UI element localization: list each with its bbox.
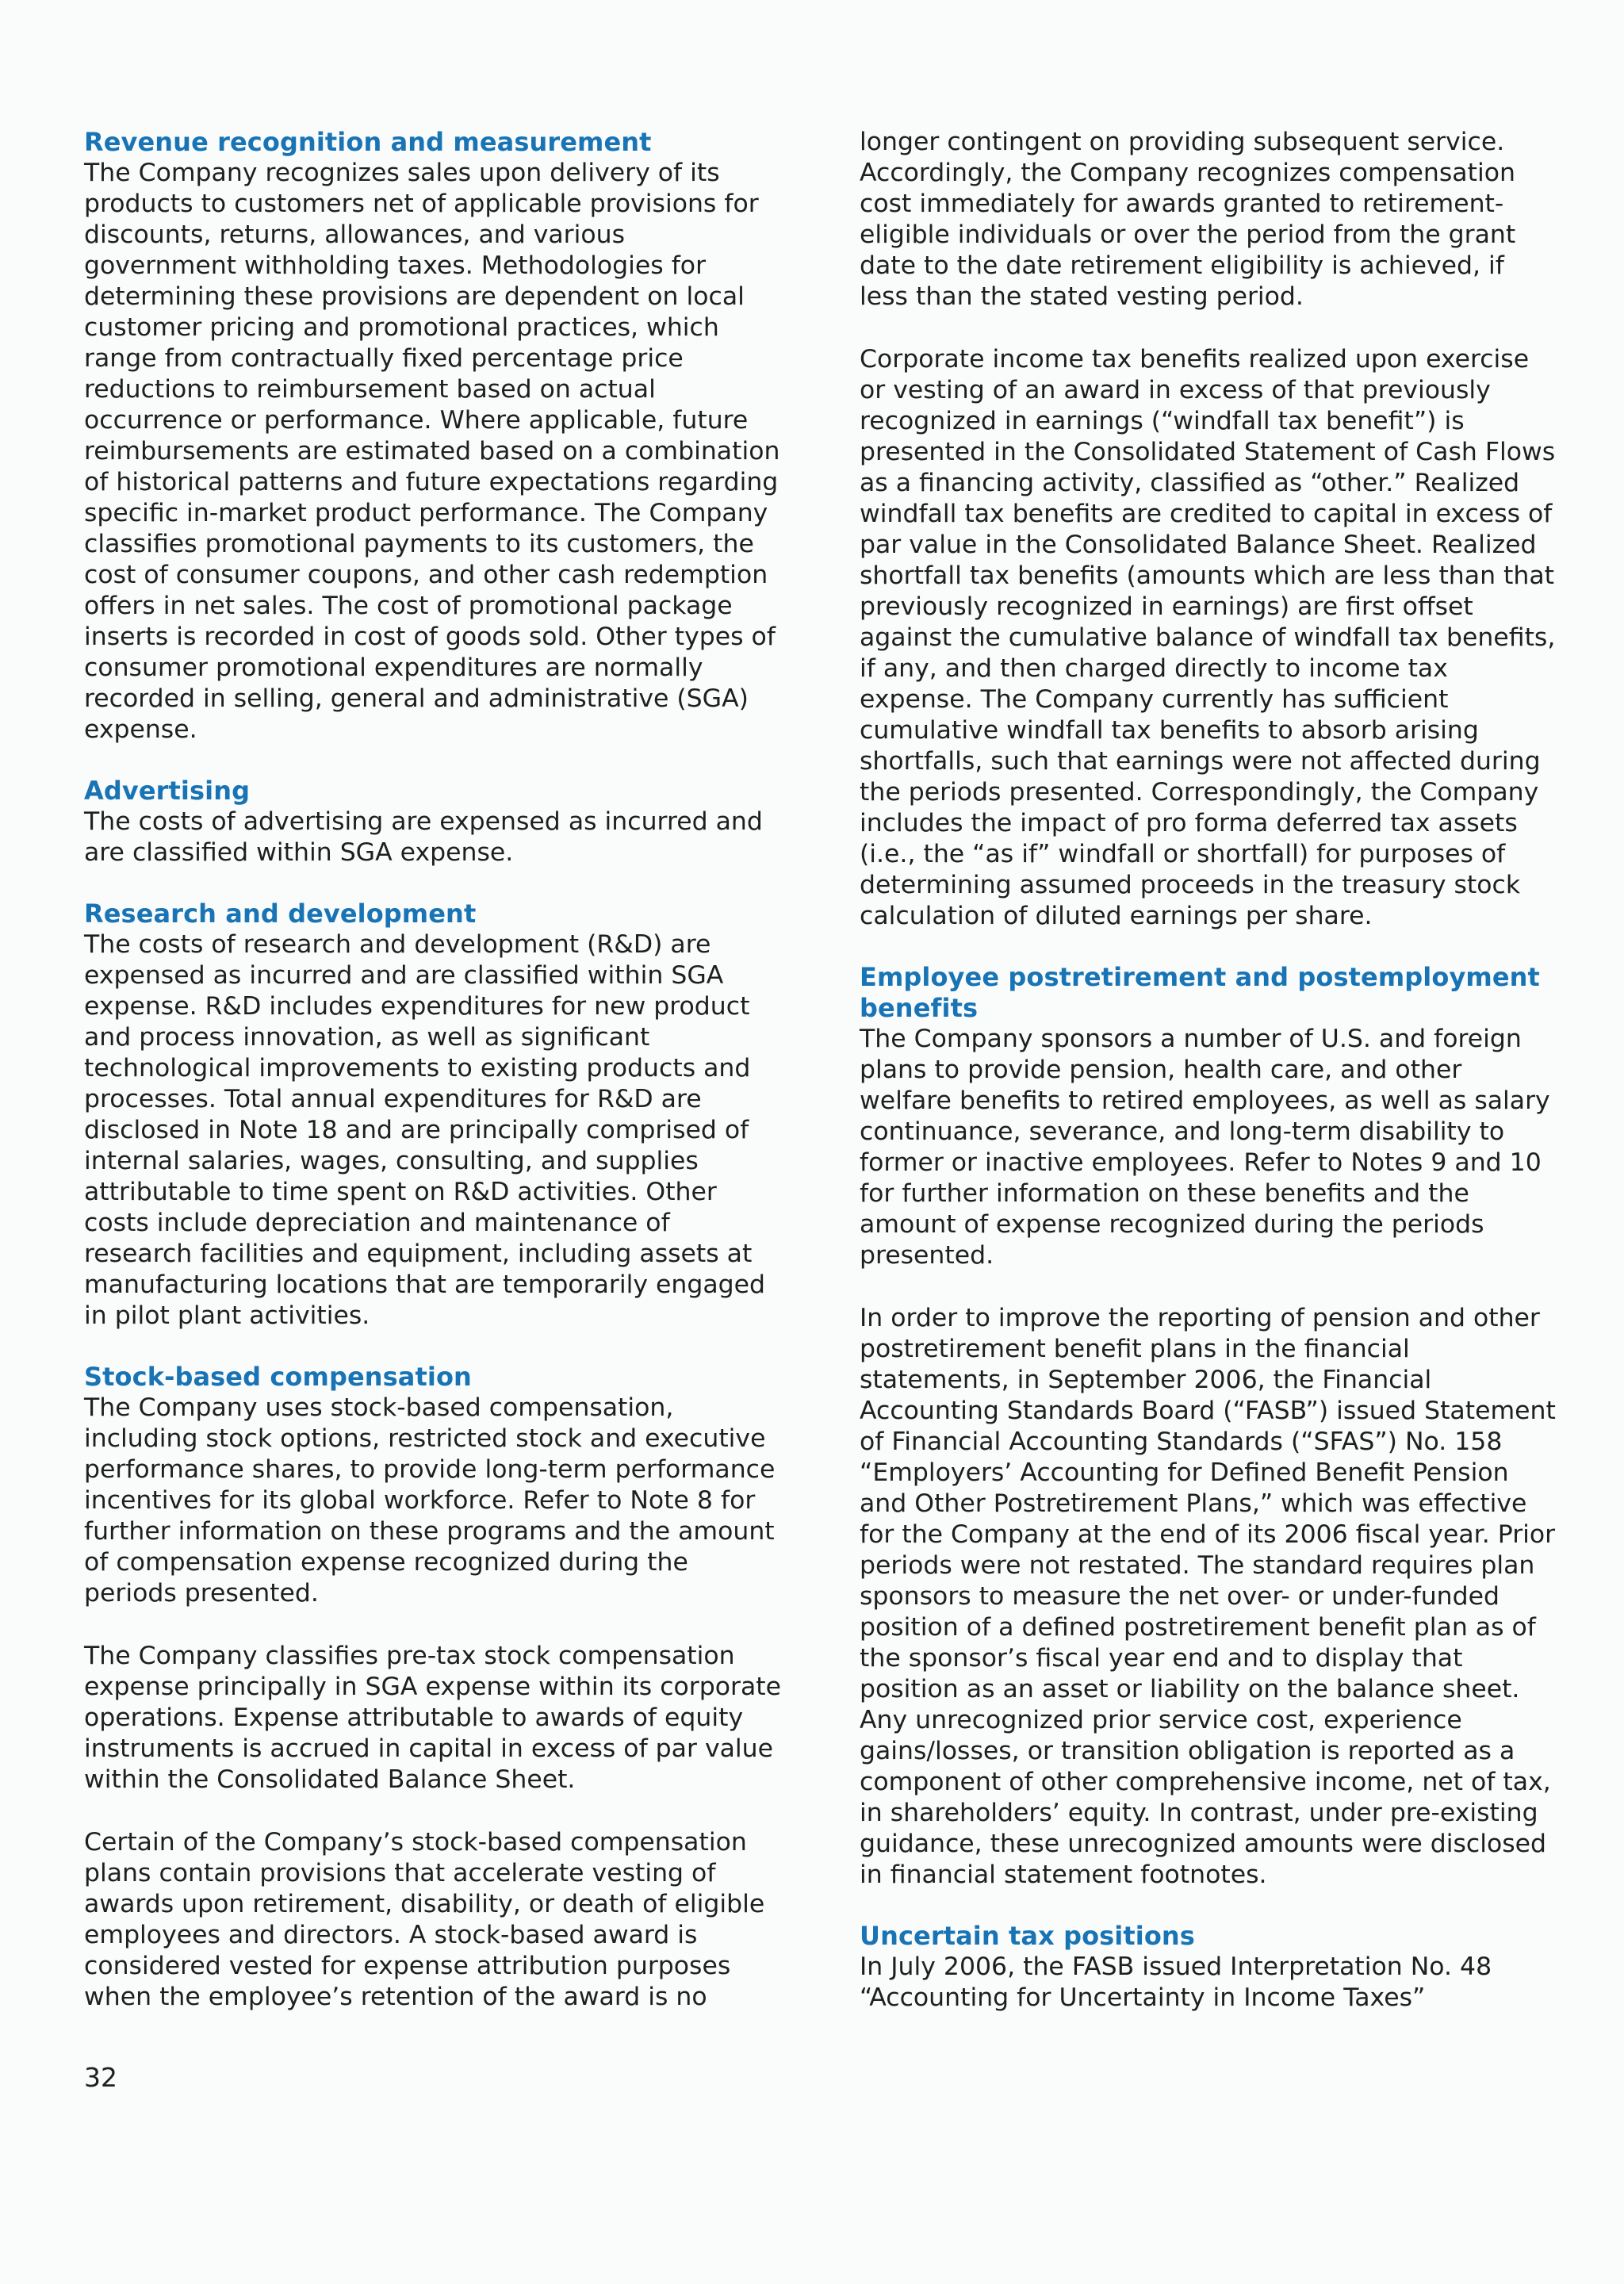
section-heading: Employee postretirement and postemployment benefits — [860, 962, 1540, 1023]
paragraph: The Company recognizes sales upon delivery of its products to customers net of applicable provisions for discounts, returns, allowances, and various government withholding taxes. Methodologies for determining these provisions are dependent on local customer pricing and promotional practices, which range from contractually fixed percentage price reductions to reimbursement based on actual occurrence or performance. Where applicable, future reimbursements are estimated based on a combination of historical patterns and future expectations regarding specific in-market product performance. The Company classifies promotional payments to its customers, the cost of consumer coupons, and other cash redemption offers in net sales. The cost of promotional package inserts is recorded in cost of goods sold. Other types of consumer promotional expenditures are normally recorded in selling, general and administrative (SGA) expense. — [84, 159, 780, 744]
paragraph: In July 2006, the FASB issued Interpretation No. 48 “Accounting for Uncertainty in Income Taxes” — [860, 1953, 1492, 2012]
paragraph: The Company classifies pre-tax stock compensation expense principally in SGA expense within its corporate operations. Expense attributable to awards of equity instruments is accrued in capital in excess of par value within the Consolidated Balance Sheet. — [84, 1642, 781, 1794]
left-column — [84, 127, 782, 2043]
section-heading: Stock-based compensation — [84, 1362, 472, 1392]
section-stock-based-compensation-continued — [860, 127, 1557, 932]
section-heading: Revenue recognition and measurement — [84, 127, 652, 157]
section-advertising — [84, 776, 782, 868]
section-research-and-development — [84, 899, 782, 1332]
paragraph: The Company sponsors a number of U.S. and foreign plans to provide pension, health care, and other welfare benefits to retired employees, as well as salary continuance, severance, and long-term disability to former or inactive employees. Refer to Notes 9 and 10 for further information on these benefits and the amount of expense recognized during the periods presented. — [860, 1025, 1550, 1270]
paragraph: The costs of research and development (R&D) are expensed as incurred and are classified within SGA expense. R&D includes expenditures for new product and process innovation, as well as significant technological improvements to existing products and processes. Total annual expenditures for R&D are disclosed in Note 18 and are principally comprised of internal salaries, wages, consulting, and supplies attributable to time spent on R&D activities. Other costs include depreciation and maintenance of research facilities and equipment, including assets at manufacturing locations that are temporarily engaged in pilot plant activities. — [84, 930, 766, 1330]
paragraph: The Company uses stock-based compensation, including stock options, restricted stock and executive performance shares, to provide long-term performance incentives for its global workforce. Refer to Note 8 for further information on these programs and the amount of compensation expense recognized during the periods presented. — [84, 1393, 776, 1608]
section-revenue-recognition — [84, 127, 782, 745]
paragraph: Certain of the Company’s stock-based compensation plans contain provisions that accelerate vesting of awards upon retirement, disability, or death of eligible employees and directors. A stock-based award is considered vested for expense attribution purposes when the employee’s retention of the award is no — [84, 1828, 765, 2011]
section-heading: Research and development — [84, 899, 477, 929]
paragraph: longer contingent on providing subsequent service. Accordingly, the Company recognizes compensation cost immediately for awards granted to retirement-eligible individuals or over the period from the grant date to the date retirement eligibility is achieved, if less than the stated vesting period. — [860, 128, 1516, 311]
paragraph: The costs of advertising are expensed as incurred and are classified within SGA expense. — [84, 807, 763, 867]
section-heading: Advertising — [84, 776, 251, 806]
section-employee-benefits — [860, 962, 1557, 1891]
page-number: 32 — [84, 2062, 117, 2093]
paragraph: In order to improve the reporting of pension and other postretirement benefit plans in the financial statements, in September 2006, the Financial Accounting Standards Board (“FASB”) issued Statement of Financial Accounting Standards (“SFAS”) No. 158 “Employers’ Accounting for Defined Benefit Pension and Other Postretirement Plans,” which was effective for the Company at the end of its 2006 fiscal year. Prior periods were not restated. The standard requires plan sponsors to measure the net over- or under-funded position of a defined postretirement benefit plan as of the sponsor’s fiscal year end and to display that position as an asset or liability on the balance sheet. Any unrecognized prior service cost, experience gains/losses, or transition obligation is reported as a component of other comprehensive income, net of tax, in shareholders’ equity. In contrast, under pre-existing guidance, these unrecognized amounts were disclosed in financial statement footnotes. — [860, 1304, 1556, 1889]
right-column — [860, 127, 1557, 2044]
section-uncertain-tax-positions — [860, 1921, 1557, 2014]
section-heading: Uncertain tax positions — [860, 1921, 1195, 1951]
section-stock-based-compensation — [84, 1362, 782, 2013]
paragraph: Corporate income tax benefits realized upon exercise or vesting of an award in excess of that previously recognized in earnings (“windfall tax benefit”) is presented in the Consolidated Statement of Cash Flows as a financing activity, classified as “other.” Realized windfall tax benefits are credited to capital in excess of par value in the Consolidated Balance Sheet. Realized shortfall tax benefits (amounts which are less than that previously recognized in earnings) are first offset against the cumulative balance of windfall tax benefits, if any, and then charged directly to income tax expense. The Company currently has sufficient cumulative windfall tax benefits to absorb arising shortfalls, such that earnings were not affected during the periods presented. Correspondingly, the Company includes the impact of pro forma deferred tax assets (i.e., the “as if” windfall or shortfall) for purposes of determining assumed proceeds in the treasury stock calculation of diluted earnings per share. — [860, 345, 1556, 930]
